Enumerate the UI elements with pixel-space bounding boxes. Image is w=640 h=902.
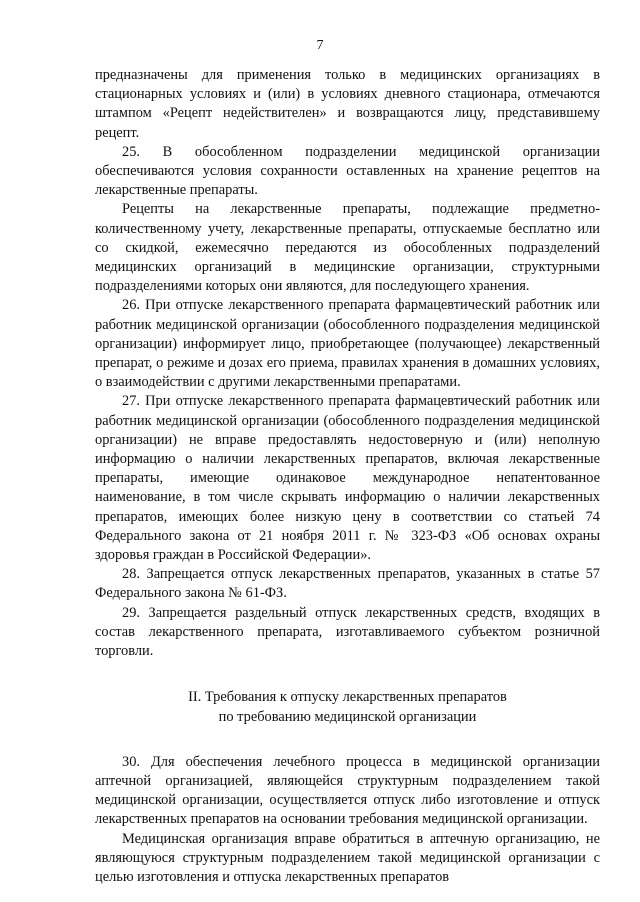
paragraph-26: 26. При отпуске лекарственного препарата фармацевтический работник или работник медицинской организации (обособленного подразделения медицинской организации) информирует лицо, приобретающее (получающее) лекарственный препарат, о режиме и дозах его приема, правилах хранения в домашних условиях, о взаимодействии с другими лекарственными препаратами. — [95, 297, 600, 391]
paragraph-29: 29. Запрещается раздельный отпуск лекарственных средств, входящих в состав лекарственного препарата, изготавливаемого субъектом розничной торговли. — [95, 604, 600, 660]
paragraph-27: 27. При отпуске лекарственного препарата фармацевтический работник или работник медицинской организации (обособленного подразделения медицинской организации) не вправе предоставлять недостоверную и (или) неполную информацию о наличии лекарственных препаратов, включая лекарственные препараты, имеющие одинаковое международное непатентованное наименование, в том числе скрывать информацию о наличии лекарственных препаратов, имеющих более низкую цену в соответствии со статьей 74 Федерального закона от 21 ноября 2011 г. № 323-ФЗ «Об основах охраны здоровья граждан в Российской Федерации». — [95, 393, 600, 564]
paragraph-28: 28. Запрещается отпуск лекарственных препаратов, указанных в статье 57 Федерального закона № 61-ФЗ. — [95, 566, 600, 602]
paragraph-prescriptions-transfer: Рецепты на лекарственные препараты, подлежащие предметно-количественному учету, лекарственные препараты, отпускаемые бесплатно или со скидкой, ежемесячно передаются из обособленных подразделений медицинских организаций в медицинские организации, структурными подразделениями которых они являются, для последующего хранения. — [95, 201, 600, 295]
paragraph-continuation: предназначены для применения только в медицинских организациях в стационарных условиях и (или) в условиях дневного стационара, отмечаются штампом «Рецепт недействителен» и возвращаются лицу, представившему рецепт. — [95, 67, 600, 141]
page-number: 7 — [316, 38, 324, 53]
paragraph-30: 30. Для обеспечения лечебного процесса в медицинской организации аптечной организацией, являющейся структурным подразделением такой медицинской организации, осуществляется отпуск либо изготовление и отпуск лекарственных препаратов на основании требования медицинской организации. — [95, 753, 600, 828]
section-heading-line1: II. Требования к отпуску лекарственных препаратов — [188, 689, 507, 706]
paragraph-medical-org-request: Медицинская организация вправе обратиться в аптечную организацию, не являющуюся структурным подразделением такой медицинской организации с целью изготовления и отпуска лекарственных препаратов — [95, 830, 600, 885]
paragraph-25: 25. В обособленном подразделении медицинской организации обеспечиваются условия сохранности оставленных на хранение рецептов на лекарственные препараты. — [95, 143, 600, 199]
document-body — [95, 66, 600, 887]
section-heading-line2: по требованию медицинской организации — [218, 708, 477, 725]
section-heading — [95, 688, 600, 726]
